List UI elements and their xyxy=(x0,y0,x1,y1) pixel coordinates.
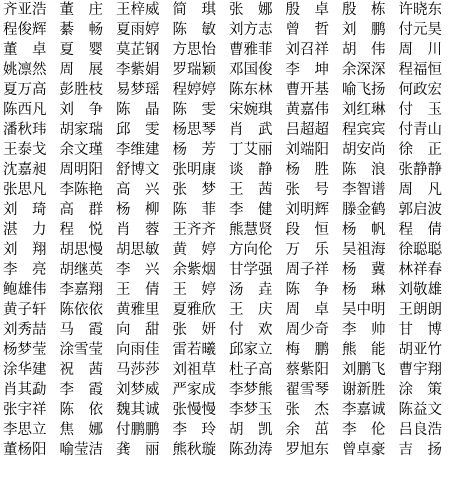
name-cell: 夏雅欣 xyxy=(172,302,216,318)
name-cell: 沈嘉昶 xyxy=(3,162,47,178)
name-cell: 周 卓 xyxy=(285,302,329,318)
name-cell: 付元昊 xyxy=(398,22,442,38)
name-cell: 王泰戈 xyxy=(3,142,47,158)
name-cell: 舒博文 xyxy=(116,162,160,178)
name-cell: 熊 能 xyxy=(342,342,386,358)
name-cell: 胡继英 xyxy=(59,262,103,278)
name-cell: 杨思琴 xyxy=(172,122,216,138)
name-cell: 李梦玉 xyxy=(229,402,273,418)
name-cell: 陈 雯 xyxy=(172,102,216,118)
name-cell: 吕超超 xyxy=(285,122,329,138)
name-cell: 胡思敏 xyxy=(116,242,160,258)
name-cell: 夏万高 xyxy=(3,82,47,98)
name-cell: 刘端阳 xyxy=(285,142,329,158)
name-cell: 马 霞 xyxy=(59,322,103,338)
name-cell: 黄雅里 xyxy=(116,302,160,318)
name-cell: 胡家瑞 xyxy=(59,122,103,138)
name-cell: 程宾宾 xyxy=(342,122,386,138)
name-cell: 王 婷 xyxy=(172,282,216,298)
name-cell: 邱 雯 xyxy=(116,122,160,138)
name-cell: 陈依依 xyxy=(59,302,103,318)
name-cell: 李陈艳 xyxy=(59,182,103,198)
name-cell: 杜子高 xyxy=(229,362,273,378)
name-cell: 莫芷钢 xyxy=(116,42,160,58)
name-cell: 湛 力 xyxy=(3,222,47,238)
name-cell: 王梓威 xyxy=(116,2,160,18)
name-cell: 祝 茜 xyxy=(59,362,103,378)
name-cell: 王朗朗 xyxy=(398,302,442,318)
name-cell: 肖 蓉 xyxy=(116,222,160,238)
name-cell: 曾卓豪 xyxy=(342,442,386,458)
name-cell: 胡思慢 xyxy=(59,242,103,258)
name-cell: 甘学强 xyxy=(229,262,273,278)
name-cell: 曹开基 xyxy=(285,82,329,98)
name-cell: 张静静 xyxy=(398,162,442,178)
name-cell: 刘 琦 xyxy=(3,202,47,218)
name-cell: 刘鹏飞 xyxy=(342,362,386,378)
name-cell: 雷若曦 xyxy=(172,342,216,358)
name-cell: 周少奇 xyxy=(285,322,329,338)
name-cell: 黄嘉伟 xyxy=(285,102,329,118)
name-cell: 胡安尚 xyxy=(342,142,386,158)
name-cell: 张思凡 xyxy=(3,182,47,198)
name-cell: 肖其勐 xyxy=(3,382,47,398)
name-cell: 张 娜 xyxy=(229,2,273,18)
name-cell: 涂雪莹 xyxy=(59,342,103,358)
name-cell: 鲍雄伟 xyxy=(3,282,47,298)
name-cell: 刘秀喆 xyxy=(3,322,47,338)
name-cell: 刘明辉 xyxy=(285,202,329,218)
name-cell: 杨梦莹 xyxy=(3,342,47,358)
name-cell: 付 欢 xyxy=(229,322,273,338)
name-cell: 李思立 xyxy=(3,422,47,438)
name-cell: 董 卓 xyxy=(3,42,47,58)
name-cell: 付鹏鹏 xyxy=(116,422,160,438)
name-cell: 齐亚浩 xyxy=(3,2,47,18)
name-cell: 向雨佳 xyxy=(116,342,160,358)
name-cell: 许晓东 xyxy=(398,2,442,18)
name-cell: 余深深 xyxy=(342,62,386,78)
name-cell: 张 杰 xyxy=(285,402,329,418)
name-cell: 彭胜枝 xyxy=(59,82,103,98)
name-cell: 陈 菲 xyxy=(172,202,216,218)
name-cell: 张慢慢 xyxy=(172,402,216,418)
name-cell: 方思怡 xyxy=(172,42,216,58)
name-cell: 熊秋璇 xyxy=(172,442,216,458)
name-cell: 周 川 xyxy=(398,42,442,58)
name-cell: 李 亮 xyxy=(3,262,47,278)
name-cell: 吴祖海 xyxy=(342,242,386,258)
name-cell: 余紫烟 xyxy=(172,262,216,278)
name-cell: 熊慧贤 xyxy=(229,222,273,238)
name-cell: 吴中明 xyxy=(342,302,386,318)
name-cell: 张宇祥 xyxy=(3,402,47,418)
name-cell: 夏雨婷 xyxy=(116,22,160,38)
name-cell: 曹宇翔 xyxy=(398,362,442,378)
name-cell: 夏 婴 xyxy=(59,42,103,58)
name-cell: 杨 胜 xyxy=(285,162,329,178)
name-cell: 李 坤 xyxy=(285,62,329,78)
name-cell: 段 恒 xyxy=(285,222,329,238)
name-cell: 涂华建 xyxy=(3,362,47,378)
name-cell: 付 玉 xyxy=(398,102,442,118)
name-cell: 喻飞扬 xyxy=(342,82,386,98)
name-cell: 杨 芳 xyxy=(172,142,216,158)
name-cell: 胡亚竹 xyxy=(398,342,442,358)
name-cell: 向 甜 xyxy=(116,322,160,338)
name-cell: 王 倩 xyxy=(116,282,160,298)
name-cell: 徐 正 xyxy=(398,142,442,158)
name-cell: 潘秋玮 xyxy=(3,122,47,138)
name-cell: 殷 卓 xyxy=(285,2,329,18)
name-cell: 邱家立 xyxy=(229,342,273,358)
name-cell: 刘方志 xyxy=(229,22,273,38)
name-cell: 付青山 xyxy=(398,122,442,138)
name-cell: 刘祖草 xyxy=(172,362,216,378)
name-cell: 吕良浩 xyxy=(398,422,442,438)
name-cell: 汤 垚 xyxy=(229,282,273,298)
name-cell: 胡 伟 xyxy=(342,42,386,58)
name-cell: 万 乐 xyxy=(285,242,329,258)
name-cell: 程婷婷 xyxy=(172,82,216,98)
name-cell: 董 庄 xyxy=(59,2,103,18)
name-cell: 李紫娟 xyxy=(116,62,160,78)
name-cell: 高 群 xyxy=(59,202,103,218)
name-cell: 易梦瑶 xyxy=(116,82,160,98)
name-cell: 蔡紫阳 xyxy=(285,362,329,378)
name-cell: 张明康 xyxy=(172,162,216,178)
name-cell: 马莎莎 xyxy=(116,362,160,378)
name-cell: 程 悦 xyxy=(59,222,103,238)
name-cell: 林祥春 xyxy=(398,262,442,278)
name-cell: 曾 哲 xyxy=(285,22,329,38)
name-cell: 肖 武 xyxy=(229,122,273,138)
name-cell: 张 梦 xyxy=(172,182,216,198)
name-cell: 周明阳 xyxy=(59,162,103,178)
name-cell: 周 凡 xyxy=(398,182,442,198)
name-cell: 姚凛然 xyxy=(3,62,47,78)
name-cell: 陈 争 xyxy=(285,282,329,298)
name-cell: 李 玲 xyxy=(172,422,216,438)
name-cell: 简 琪 xyxy=(172,2,216,18)
name-cell: 何政宏 xyxy=(398,82,442,98)
name-cell: 陈 敏 xyxy=(172,22,216,38)
name-cell: 龚 丽 xyxy=(116,442,160,458)
name-cell: 陈 晶 xyxy=(116,102,160,118)
name-cell: 余 茁 xyxy=(285,422,329,438)
name-cell: 喻莹洁 xyxy=(59,442,103,458)
name-cell: 李智谱 xyxy=(342,182,386,198)
name-cell: 李 帅 xyxy=(342,322,386,338)
name-cell: 刘 争 xyxy=(59,102,103,118)
name-cell: 刘敬雄 xyxy=(398,282,442,298)
name-cell: 刘 翔 xyxy=(3,242,47,258)
name-cell: 董杨阳 xyxy=(3,442,47,458)
name-cell: 刘 鹏 xyxy=(342,22,386,38)
name-cell: 罗旭东 xyxy=(285,442,329,458)
name-cell: 杨 琳 xyxy=(342,282,386,298)
name-cell: 殷 栋 xyxy=(342,2,386,18)
name-cell: 陈劲涛 xyxy=(229,442,273,458)
name-cell: 焦 娜 xyxy=(59,422,103,438)
name-cell: 陈西凡 xyxy=(3,102,47,118)
name-cell: 杨 冀 xyxy=(342,262,386,278)
name-cell: 梅 鹏 xyxy=(285,342,329,358)
name-cell: 黄 婷 xyxy=(172,242,216,258)
name-cell: 郭启波 xyxy=(398,202,442,218)
name-cell: 周子祥 xyxy=(285,262,329,278)
name-cell: 徐聪聪 xyxy=(398,242,442,258)
name-cell: 胡 凯 xyxy=(229,422,273,438)
name-cell: 李维建 xyxy=(116,142,160,158)
name-cell: 吉 扬 xyxy=(398,442,442,458)
name-cell: 涂 策 xyxy=(398,382,442,398)
name-cell: 程福恒 xyxy=(398,62,442,78)
name-cell: 余文瑾 xyxy=(59,142,103,158)
name-cell: 罗瑞颖 xyxy=(172,62,216,78)
name-cell: 杨 柳 xyxy=(116,202,160,218)
name-cell: 曹雅菲 xyxy=(229,42,273,58)
name-cell: 陈东林 xyxy=(229,82,273,98)
name-cell: 李 健 xyxy=(229,202,273,218)
name-cell: 陈益文 xyxy=(398,402,442,418)
name-cell: 李 兴 xyxy=(116,262,160,278)
name-cell: 刘红琳 xyxy=(342,102,386,118)
name-cell: 谈 静 xyxy=(229,162,273,178)
name-cell: 翟雪琴 xyxy=(285,382,329,398)
name-cell: 程俊辉 xyxy=(3,22,47,38)
name-cell: 高 兴 xyxy=(116,182,160,198)
name-cell: 李 霞 xyxy=(59,382,103,398)
name-cell: 黄子轩 xyxy=(3,302,47,318)
name-cell: 邓国俊 xyxy=(229,62,273,78)
name-cell: 丁艾丽 xyxy=(229,142,273,158)
name-cell: 綦 畅 xyxy=(59,22,103,38)
name-cell: 李 伦 xyxy=(342,422,386,438)
name-cell: 杨 帆 xyxy=(342,222,386,238)
name-cell: 滕金鹤 xyxy=(342,202,386,218)
name-cell: 严家成 xyxy=(172,382,216,398)
name-cell: 谢新胜 xyxy=(342,382,386,398)
name-cell: 李嘉诚 xyxy=(342,402,386,418)
name-cell: 王齐齐 xyxy=(172,222,216,238)
name-cell: 张 妍 xyxy=(172,322,216,338)
name-cell: 方向伦 xyxy=(229,242,273,258)
name-cell: 刘召祥 xyxy=(285,42,329,58)
name-cell: 陈 浪 xyxy=(342,162,386,178)
name-cell: 李嘉翔 xyxy=(59,282,103,298)
name-cell: 宋婉琪 xyxy=(229,102,273,118)
name-cell: 甘 博 xyxy=(398,322,442,338)
name-cell: 陈 依 xyxy=(59,402,103,418)
name-roster-grid xyxy=(3,0,455,480)
name-cell: 王 庆 xyxy=(229,302,273,318)
name-cell: 魏其诚 xyxy=(116,402,160,418)
name-cell: 李梦熊 xyxy=(229,382,273,398)
name-cell: 张 号 xyxy=(285,182,329,198)
name-cell: 周 展 xyxy=(59,62,103,78)
name-cell: 王 茜 xyxy=(229,182,273,198)
name-cell: 程 倩 xyxy=(398,222,442,238)
name-cell: 刘梦威 xyxy=(116,382,160,398)
